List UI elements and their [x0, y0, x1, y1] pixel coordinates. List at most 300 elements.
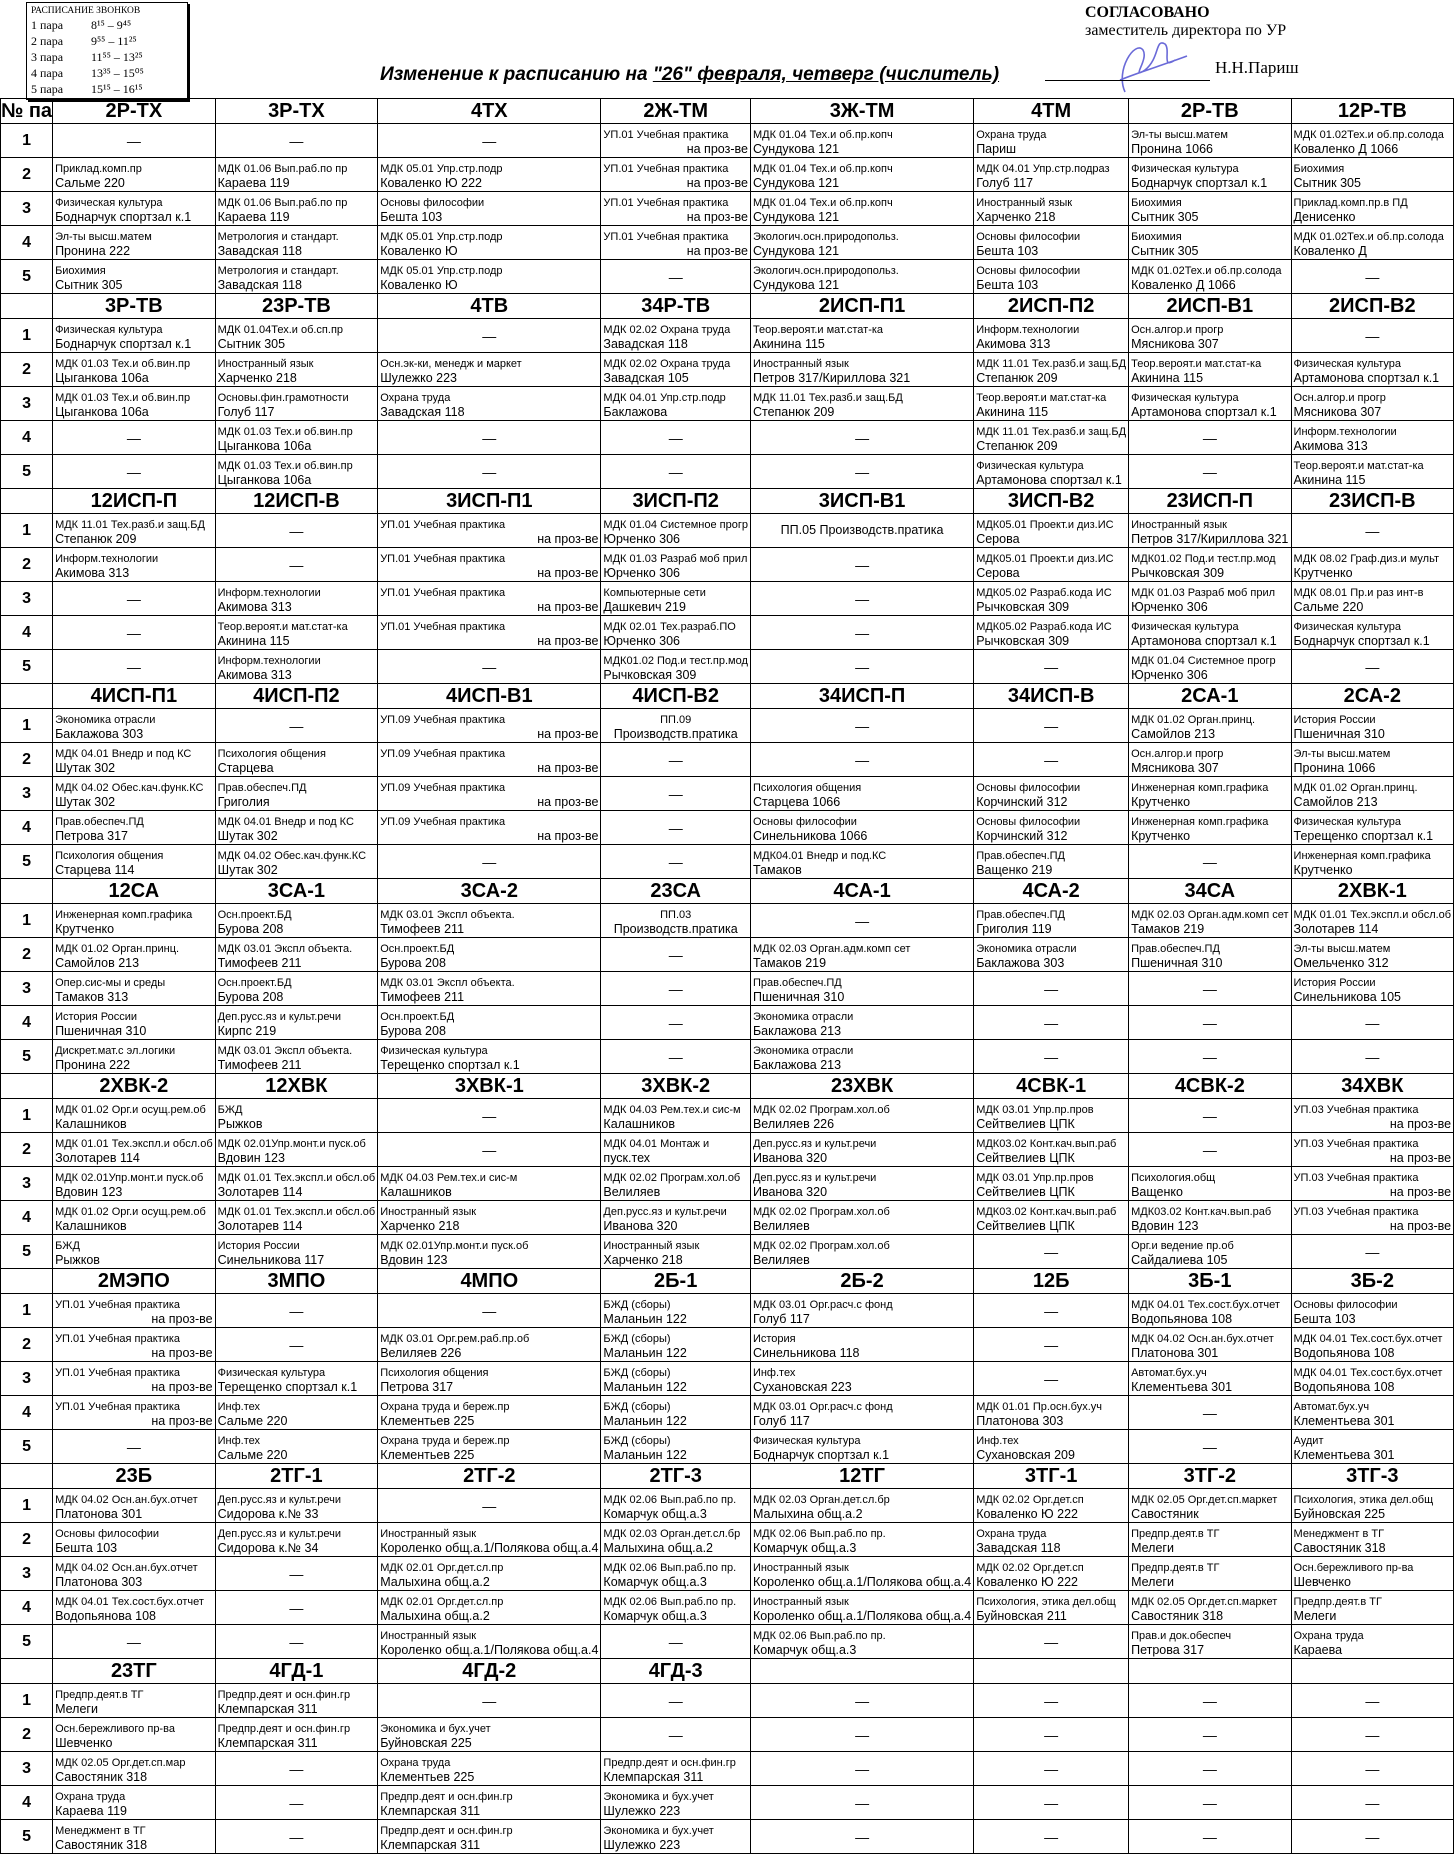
- lesson-subject: Основы философии: [976, 816, 1081, 828]
- lesson-subject: Основы философии: [1293, 1299, 1398, 1311]
- lesson-subject: ПП.05 Производств.пратика: [780, 523, 944, 537]
- lesson-teacher-room: Дашкевич 219: [603, 600, 686, 614]
- lesson-teacher-room: на проз-ве: [537, 761, 599, 775]
- lesson-cell: [378, 387, 601, 421]
- lesson-subject: МДК 01.01 Тех.экспл.и обсл.об: [55, 1138, 213, 1150]
- lesson-cell: [1129, 192, 1291, 226]
- lesson-subject: Иностранный язык: [603, 1240, 700, 1252]
- lesson-teacher-room: Степанюк 209: [976, 371, 1058, 385]
- lesson-cell: [750, 1430, 973, 1464]
- group-name: 23ТГ: [53, 1659, 216, 1684]
- lesson-teacher-room: Комарчук общ.а.3: [752, 1541, 857, 1555]
- group-name: 2Б-1: [601, 1269, 751, 1294]
- lesson-cell: [750, 1167, 973, 1201]
- lesson-cell: [1291, 1167, 1454, 1201]
- lesson-subject: МДК 02.01 Орг.дет.сл.пр: [380, 1596, 504, 1608]
- group-header-row: [1, 489, 1454, 514]
- lesson-cell: [1129, 158, 1291, 192]
- lesson-teacher-room: Шулежко 223: [603, 1838, 681, 1852]
- lesson-subject: Экологич.осн.природопольз.: [752, 231, 899, 243]
- lesson-subject: УП.09 Учебная практика: [380, 714, 506, 726]
- lesson-subject: Инженерная комп.графика: [1131, 816, 1269, 828]
- lesson-cell: [974, 582, 1129, 616]
- lesson-teacher-room: Мелеги: [1131, 1541, 1174, 1555]
- lesson-subject: МДК 02.06 Вып.раб.по пр.: [603, 1596, 737, 1608]
- lesson-subject: Основы философии: [976, 782, 1081, 794]
- pair-row: [1, 421, 1454, 455]
- lesson-cell: [1291, 1133, 1454, 1167]
- lesson-subject: МДК 02.01Упр.монт.и пуск.об: [380, 1240, 529, 1252]
- lesson-cell: —: [750, 616, 973, 650]
- lesson-cell: —: [378, 650, 601, 684]
- lesson-teacher-room: Петров 317/Кириллова 321: [1131, 532, 1289, 546]
- lesson-subject: Менеджмент в ТГ: [1293, 1528, 1385, 1540]
- lesson-subject: МДК 05.01 Упр.стр.подр: [380, 231, 503, 243]
- pair-row: [1, 1201, 1454, 1235]
- lesson-teacher-room: Шевченко: [1293, 1575, 1351, 1589]
- lesson-teacher-room: Бурова 208: [217, 990, 284, 1004]
- lesson-cell: [53, 387, 216, 421]
- lesson-cell: [53, 1591, 216, 1625]
- lesson-teacher-room: Сытник 305: [55, 278, 123, 292]
- lesson-subject: МДК 11.01 Тех.разб.и защ.БД: [55, 519, 205, 531]
- lesson-cell: [750, 514, 973, 548]
- lesson-cell: [1129, 650, 1291, 684]
- pair-row: [1, 158, 1454, 192]
- lesson-teacher-room: на проз-ве: [537, 532, 599, 546]
- lesson-teacher-room: Тамаков: [752, 863, 802, 877]
- lesson-teacher-room: Комарчук общ.а.3: [603, 1507, 707, 1521]
- group-name: 23СА: [601, 879, 751, 904]
- lesson-teacher-room: Коваленко Д 1066: [1293, 142, 1399, 156]
- group-header-row: [1, 1659, 1454, 1684]
- lesson-cell: [1291, 1362, 1454, 1396]
- lesson-teacher-room: Завадская 118: [603, 337, 688, 351]
- lesson-cell: [974, 260, 1129, 294]
- group-name: 2СА-1: [1129, 684, 1291, 709]
- lesson-cell: [1291, 1523, 1454, 1557]
- lesson-teacher-room: Артамонова спортзал к.1: [1293, 371, 1440, 385]
- group-name: 2ИСП-В2: [1291, 294, 1454, 319]
- lesson-teacher-room: Пшеничная 310: [55, 1024, 147, 1038]
- lesson-subject: МДК 04.01 Внедр и под КС: [55, 748, 192, 760]
- lesson-subject: Предпр.деят и осн.фин.гр: [217, 1723, 351, 1735]
- lesson-subject: МДК 01.06 Вып.раб.по пр: [217, 163, 348, 175]
- lesson-cell: [974, 192, 1129, 226]
- lesson-subject: УП.01 Учебная практика: [55, 1367, 181, 1379]
- lesson-cell: [215, 1489, 378, 1523]
- lesson-subject: Иностранный язык: [217, 358, 314, 370]
- lesson-teacher-room: Велиляев: [752, 1253, 810, 1267]
- lesson-cell: [750, 1099, 973, 1133]
- pair-number: 5: [1, 650, 53, 684]
- group-name: 4ГД-1: [215, 1659, 378, 1684]
- lesson-teacher-room: на проз-ве: [1389, 1219, 1452, 1233]
- lesson-teacher-room: Акимова 313: [55, 566, 130, 580]
- lesson-teacher-room: Буйновская 225: [1293, 1507, 1386, 1521]
- pair-row: [1, 845, 1454, 879]
- lesson-cell: [601, 709, 751, 743]
- lesson-teacher-room: Сидорова к.№ 33: [217, 1507, 319, 1521]
- lesson-cell: —: [378, 421, 601, 455]
- lesson-cell: [1129, 1523, 1291, 1557]
- pair-number: 5: [1, 1625, 53, 1659]
- pair-row: [1, 124, 1454, 158]
- lesson-subject: МДК 04.01 Упр.стр.подраз: [976, 163, 1110, 175]
- lesson-cell: —: [750, 582, 973, 616]
- lesson-subject: Психология общения: [55, 850, 164, 862]
- pair-time: 11⁵⁵ – 13²⁵: [91, 50, 143, 64]
- group-name: 3ИСП-В1: [750, 489, 973, 514]
- lesson-cell: [378, 582, 601, 616]
- lesson-teacher-room: Завадская 118: [380, 405, 465, 419]
- group-name: 4ИСП-П2: [215, 684, 378, 709]
- group-name: 34ИСП-П: [750, 684, 973, 709]
- lesson-teacher-room: Акинина 115: [1293, 473, 1366, 487]
- lesson-teacher-room: на проз-ве: [537, 600, 599, 614]
- lesson-cell: —: [378, 455, 601, 489]
- lesson-cell: [601, 1294, 751, 1328]
- lesson-cell: —: [750, 1684, 973, 1718]
- lesson-cell: [750, 845, 973, 879]
- lesson-cell: [215, 811, 378, 845]
- lesson-cell: —: [1129, 1430, 1291, 1464]
- lesson-teacher-room: Тимофеев 211: [217, 956, 302, 970]
- lesson-subject: МДК 01.02Тех.и об.пр.солода: [1131, 265, 1282, 277]
- lesson-subject: Аудит: [1293, 1435, 1324, 1447]
- lesson-cell: [215, 319, 378, 353]
- lesson-teacher-room: Старцева 1066: [752, 795, 841, 809]
- group-name: [1129, 1659, 1291, 1684]
- lesson-teacher-room: Кирпс 219: [217, 1024, 277, 1038]
- lesson-teacher-room: Акинина 115: [217, 634, 290, 648]
- lesson-subject: МДК 02.05 Орг.дет.сп.мар: [55, 1757, 186, 1769]
- lesson-subject: Инф.тех: [217, 1401, 261, 1413]
- lesson-teacher-room: на проз-ве: [151, 1380, 213, 1394]
- lesson-teacher-room: Степанюк 209: [752, 405, 835, 419]
- lesson-cell: —: [1291, 1718, 1454, 1752]
- lesson-cell: [750, 1557, 973, 1591]
- lesson-cell: [215, 972, 378, 1006]
- lesson-teacher-room: на проз-ве: [151, 1346, 213, 1360]
- lesson-teacher-room: Коваленко Д: [1293, 244, 1367, 258]
- lesson-subject: МДК 01.02 Орган.принц.: [1293, 782, 1418, 794]
- lesson-subject: Предпр.деят.в ТГ: [55, 1689, 144, 1701]
- lesson-subject: УП.09 Учебная практика: [380, 748, 506, 760]
- lesson-cell: [1291, 845, 1454, 879]
- lesson-teacher-room: Платонова 301: [1131, 1346, 1219, 1360]
- lesson-cell: [1129, 582, 1291, 616]
- lesson-teacher-room: Буйновская 211: [976, 1609, 1067, 1623]
- lesson-cell: [750, 972, 973, 1006]
- lesson-cell: [1291, 455, 1454, 489]
- lesson-cell: —: [601, 1718, 751, 1752]
- lesson-cell: [1291, 124, 1454, 158]
- lesson-subject: УП.01 Учебная практика: [603, 231, 729, 243]
- lesson-teacher-room: Клементьева 301: [1293, 1448, 1395, 1462]
- pair-row: [1, 1328, 1454, 1362]
- lesson-cell: [750, 777, 973, 811]
- group-name: 4ТВ: [378, 294, 601, 319]
- group-name: [1291, 1659, 1454, 1684]
- lesson-teacher-room: Велиляев: [603, 1185, 661, 1199]
- lesson-teacher-room: Золотарев 114: [1293, 922, 1379, 936]
- lesson-subject: МДК 04.01 Тех.сост.бух.отчет: [1293, 1367, 1443, 1379]
- lesson-teacher-room: Сальме 220: [1293, 600, 1364, 614]
- lesson-cell: —: [378, 1489, 601, 1523]
- lesson-teacher-room: Савостяник 318: [1293, 1541, 1386, 1555]
- lesson-teacher-room: Цыганкова 106а: [55, 371, 149, 385]
- lesson-subject: МДК04.01 Внедр и под.КС: [752, 850, 887, 862]
- pair-time: 13³⁵ – 15⁰⁵: [91, 66, 144, 80]
- lesson-cell: [215, 387, 378, 421]
- group-name: [974, 1659, 1129, 1684]
- lesson-teacher-room: Пшеничная 310: [1131, 956, 1223, 970]
- lesson-cell: [1129, 1557, 1291, 1591]
- lesson-subject: Физическая культура: [1131, 163, 1239, 175]
- lesson-cell: [1291, 158, 1454, 192]
- lesson-teacher-room: Харченко 218: [603, 1253, 683, 1267]
- lesson-subject: МДК 02.01 Орг.дет.сл.пр: [380, 1562, 504, 1574]
- group-name: 12ИСП-П: [53, 489, 216, 514]
- pair-row: [1, 1489, 1454, 1523]
- lesson-subject: МДК 03.01 Экспл объекта.: [380, 977, 515, 989]
- lesson-teacher-room: Шевченко: [55, 1736, 113, 1750]
- pair-number: 1: [1, 1099, 53, 1133]
- lesson-subject: Экономика отрасли: [752, 1011, 854, 1023]
- lesson-cell: [53, 904, 216, 938]
- pair-row: [1, 1430, 1454, 1464]
- lesson-cell: —: [601, 1006, 751, 1040]
- lesson-cell: [974, 514, 1129, 548]
- group-name: 12ТГ: [750, 1464, 973, 1489]
- lesson-cell: —: [1129, 1040, 1291, 1074]
- lesson-subject: Деп.русс.яз и культ.речи: [217, 1494, 341, 1506]
- lesson-subject: Информ.технологии: [217, 655, 321, 667]
- group-name: 12Б: [974, 1269, 1129, 1294]
- lesson-subject: Инф.тех: [217, 1435, 261, 1447]
- lesson-cell: [750, 1294, 973, 1328]
- lesson-subject: Осн.проект.БД: [217, 909, 292, 921]
- lesson-teacher-room: Платонова 303: [55, 1575, 143, 1589]
- lesson-subject: Предпр.деят и осн.фин.гр: [217, 1689, 351, 1701]
- group-name: 2ТГ-1: [215, 1464, 378, 1489]
- lesson-cell: [53, 777, 216, 811]
- lesson-teacher-room: Акимова 313: [217, 600, 292, 614]
- lesson-subject: Деп.русс.яз и культ.речи: [217, 1011, 341, 1023]
- lesson-teacher-room: Артамонова спортзал к.1: [1131, 634, 1277, 648]
- lesson-subject: МДК01.02 Под.и тест.пр.мод: [603, 655, 748, 667]
- lesson-cell: —: [974, 1040, 1129, 1074]
- lesson-cell: [215, 260, 378, 294]
- lesson-teacher-room: Коваленко Ю: [380, 278, 458, 292]
- lesson-subject: МДК 01.02 Орган.принц.: [55, 943, 180, 955]
- bell-row: [31, 49, 183, 65]
- lesson-cell: [215, 353, 378, 387]
- lesson-teacher-room: Тамаков 219: [1131, 922, 1205, 936]
- lesson-teacher-room: Пшеничная 310: [752, 990, 845, 1004]
- lesson-cell: [378, 743, 601, 777]
- group-header-row: [1, 879, 1454, 904]
- pair-row: [1, 1133, 1454, 1167]
- pair-row: [1, 904, 1454, 938]
- lesson-cell: [215, 1040, 378, 1074]
- lesson-cell: —: [601, 1040, 751, 1074]
- group-name: 23Б: [53, 1464, 216, 1489]
- lesson-cell: —: [215, 514, 378, 548]
- lesson-teacher-room: Ващенко: [1131, 1185, 1183, 1199]
- lesson-cell: [1129, 124, 1291, 158]
- lesson-cell: [215, 226, 378, 260]
- lesson-subject: МДК 02.03 Орган.адм.комп сет: [752, 943, 911, 955]
- lesson-teacher-room: Короленко общ.а.1/Полякова общ.а.4: [380, 1643, 599, 1657]
- pair-row: [1, 1591, 1454, 1625]
- approval-name: Н.Н.Париш: [1215, 58, 1299, 77]
- lesson-cell: [1129, 260, 1291, 294]
- lesson-subject: МДК 01.04Тех.и об.сп.пр: [217, 324, 344, 336]
- lesson-teacher-room: Мелеги: [55, 1702, 98, 1716]
- lesson-cell: [750, 1040, 973, 1074]
- lesson-teacher-room: Крутченко: [1131, 829, 1191, 843]
- lesson-subject: Инженерная комп.графика: [1293, 850, 1431, 862]
- lesson-cell: [378, 1625, 601, 1659]
- group-header-row: [1, 99, 1454, 124]
- lesson-subject: Информ.технологии: [976, 324, 1080, 336]
- lesson-teacher-room: Короленко общ.а.1/Полякова общ.а.4: [752, 1575, 972, 1589]
- lesson-cell: [1129, 1328, 1291, 1362]
- group-header-row: [1, 1074, 1454, 1099]
- lesson-subject: МДК 03.01 Экспл объекта.: [380, 909, 515, 921]
- lesson-subject: Информ.технологии: [55, 553, 159, 565]
- lesson-teacher-room: Самойлов 213: [55, 956, 140, 970]
- lesson-cell: [215, 1167, 378, 1201]
- lesson-cell: —: [974, 1328, 1129, 1362]
- lesson-cell: —: [1291, 1006, 1454, 1040]
- lesson-teacher-room: Крутченко: [55, 922, 115, 936]
- pair-row: [1, 226, 1454, 260]
- lesson-teacher-room: Бешта 103: [976, 244, 1039, 258]
- pair-row: [1, 1820, 1454, 1854]
- lesson-subject: МДК 05.01 Упр.стр.подр: [380, 265, 503, 277]
- lesson-cell: —: [1129, 1684, 1291, 1718]
- lesson-cell: [53, 1557, 216, 1591]
- lesson-subject: МДК 08.01 Пр.и раз инт-в: [1293, 587, 1424, 599]
- lesson-subject: МДК 04.01 Тех.сост.бух.отчет: [55, 1596, 204, 1608]
- lesson-teacher-room: Рычковская 309: [976, 634, 1070, 648]
- group-name: 2Б-2: [750, 1269, 973, 1294]
- lesson-cell: [974, 904, 1129, 938]
- lesson-teacher-room: Омельченко 312: [1293, 956, 1389, 970]
- lesson-teacher-room: Завадская 118: [217, 244, 302, 258]
- lesson-cell: —: [750, 904, 973, 938]
- pair-number-header: [1, 1464, 53, 1489]
- lesson-subject: Экономика и бух.учет: [380, 1723, 491, 1735]
- group-name: 2ИСП-В1: [1129, 294, 1291, 319]
- lesson-subject: МДК 02.01Упр.монт.и пуск.об: [55, 1172, 204, 1184]
- lesson-teacher-room: Сейтвелиев ЦПК: [976, 1185, 1075, 1199]
- lesson-cell: [974, 1591, 1129, 1625]
- lesson-subject: МДК 02.02 Охрана труда: [603, 324, 731, 336]
- lesson-cell: [750, 387, 973, 421]
- approval-position: заместитель директора по УР: [1085, 22, 1287, 39]
- lesson-teacher-room: Боднарчук спортзал к.1: [752, 1448, 890, 1462]
- lesson-subject: Экономика отрасли: [752, 1045, 854, 1057]
- lesson-teacher-room: Калашников: [55, 1219, 127, 1233]
- lesson-teacher-room: Велиляев: [752, 1219, 810, 1233]
- lesson-subject: Основы философии: [976, 265, 1081, 277]
- lesson-subject: Психология общения: [380, 1367, 489, 1379]
- lesson-subject: Охрана труда: [976, 129, 1047, 141]
- lesson-cell: —: [1129, 1786, 1291, 1820]
- lesson-cell: [378, 158, 601, 192]
- title-date: "26" февраля, четверг (числитель): [652, 64, 1000, 85]
- lesson-cell: —: [601, 455, 751, 489]
- lesson-teacher-room: Мясникова 307: [1293, 405, 1382, 419]
- lesson-subject: Психология, этика дел.общ: [1293, 1494, 1434, 1506]
- lesson-cell: [974, 387, 1129, 421]
- group-name: 3ИСП-П2: [601, 489, 751, 514]
- lesson-subject: Инженерная комп.графика: [1131, 782, 1269, 794]
- lesson-subject: Охрана труда: [1293, 1630, 1364, 1642]
- lesson-cell: [378, 192, 601, 226]
- pair-number: 2: [1, 1718, 53, 1752]
- pair-row: [1, 1752, 1454, 1786]
- group-name: 3ТГ-2: [1129, 1464, 1291, 1489]
- lesson-teacher-room: Клемпарская 311: [217, 1702, 318, 1716]
- lesson-cell: [215, 1396, 378, 1430]
- lesson-teacher-room: Комарчук общ.а.3: [603, 1609, 707, 1623]
- lesson-cell: —: [378, 319, 601, 353]
- lesson-teacher-room: Цыганкова 106а: [217, 473, 312, 487]
- pair-number: 1: [1, 709, 53, 743]
- lesson-cell: —: [974, 650, 1129, 684]
- lesson-teacher-room: Степанюк 209: [55, 532, 137, 546]
- group-name: 12СА: [53, 879, 216, 904]
- lesson-teacher-room: Малыхина общ.а.2: [380, 1609, 490, 1623]
- lesson-cell: [750, 811, 973, 845]
- lesson-subject: Экономика отрасли: [976, 943, 1077, 955]
- lesson-teacher-room: Рычковская 309: [976, 600, 1070, 614]
- pair-row: [1, 548, 1454, 582]
- lesson-teacher-room: Мелеги: [1131, 1575, 1174, 1589]
- pair-number: 4: [1, 1396, 53, 1430]
- lesson-subject: МДК 04.01 Монтаж и: [603, 1138, 710, 1150]
- lesson-cell: [53, 192, 216, 226]
- lesson-subject: МДК 01.01 Пр.осн.бух.уч: [976, 1401, 1103, 1413]
- lesson-subject: Теор.вероят.и мат.стат-ка: [752, 324, 884, 336]
- lesson-cell: [53, 972, 216, 1006]
- lesson-cell: —: [974, 709, 1129, 743]
- lesson-subject: Иностранный язык: [1131, 519, 1227, 531]
- lesson-cell: —: [601, 260, 751, 294]
- lesson-teacher-room: Артамонова спортзал к.1: [976, 473, 1122, 487]
- page-title: [380, 64, 999, 86]
- lesson-teacher-room: Маланьин 122: [603, 1312, 687, 1326]
- lesson-cell: [53, 353, 216, 387]
- pair-row: [1, 582, 1454, 616]
- lesson-cell: [378, 1328, 601, 1362]
- lesson-subject: Физическая культура: [1293, 621, 1402, 633]
- lesson-cell: [53, 845, 216, 879]
- lesson-subject: Опер.сис-мы и среды: [55, 977, 166, 989]
- lesson-teacher-room: Мелеги: [1293, 1609, 1337, 1623]
- lesson-cell: [974, 124, 1129, 158]
- lesson-subject: Прав.обеспеч.ПД: [976, 909, 1065, 921]
- lesson-subject: МДК 04.03 Рем.тех.и сис-м: [380, 1172, 518, 1184]
- pair-time: 15¹⁵ – 16¹⁵: [91, 82, 143, 96]
- lesson-teacher-room: Рычковская 309: [1131, 566, 1225, 580]
- lesson-cell: —: [750, 1820, 973, 1854]
